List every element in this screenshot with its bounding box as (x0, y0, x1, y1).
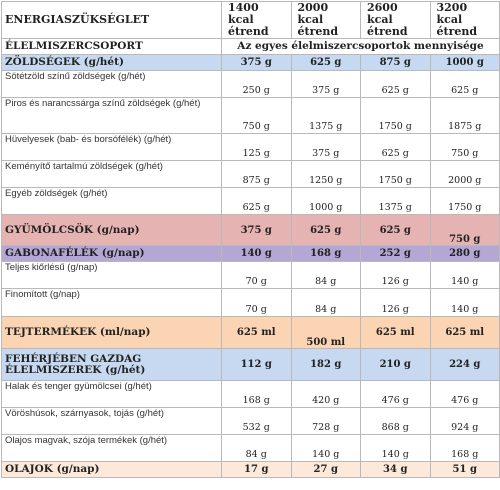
section-value: 625 ml (222, 317, 292, 349)
item-row (2, 408, 500, 435)
item-value: 625 g (430, 71, 500, 98)
section-value: 875 g (361, 55, 431, 71)
item-value: 2000 g (430, 161, 500, 188)
item-label: Teljes kiőrlésű (g/nap) (2, 262, 222, 289)
section-value: 34 g (361, 462, 431, 478)
section-value: 280 g (430, 246, 500, 262)
section-value: 182 g (291, 349, 361, 381)
section-row (2, 215, 500, 246)
section-value: 625 ml (361, 317, 431, 349)
item-value: 140 g (291, 435, 361, 462)
section-value: 1000 g (430, 55, 500, 71)
item-value: 70 g (222, 262, 292, 289)
item-value: 875 g (222, 161, 292, 188)
item-value: 1875 g (430, 98, 500, 134)
item-value: 375 g (291, 71, 361, 98)
item-value: 140 g (361, 435, 431, 462)
item-value: 625 g (361, 71, 431, 98)
section-value: 750 g (430, 215, 500, 246)
item-value: 84 g (291, 289, 361, 317)
item-value: 375 g (291, 134, 361, 161)
item-value: 70 g (222, 289, 292, 317)
section-row (2, 246, 500, 262)
item-value: 868 g (361, 408, 431, 435)
item-value: 625 g (361, 134, 431, 161)
section-value: 375 g (222, 55, 292, 71)
section-value: 625 g (291, 215, 361, 246)
section-value: 375 g (222, 215, 292, 246)
item-value: 140 g (430, 289, 500, 317)
item-value: 476 g (361, 381, 431, 408)
item-value: 1750 g (361, 161, 431, 188)
item-value: 924 g (430, 408, 500, 435)
item-label: Vöröshúsok, szárnyasok, tojás (g/hét) (2, 408, 222, 435)
item-value: 750 g (222, 98, 292, 134)
item-label: Finomított (g/nap) (2, 289, 222, 317)
food-group-table (1, 1, 500, 478)
item-row (2, 71, 500, 98)
item-value: 250 g (222, 71, 292, 98)
section-value: 252 g (361, 246, 431, 262)
item-value: 625 g (222, 188, 292, 215)
item-row (2, 134, 500, 161)
section-value: 625 ml (430, 317, 500, 349)
item-row (2, 188, 500, 215)
section-value: 625 g (361, 215, 431, 246)
header-row (2, 2, 500, 39)
section-label: TEJTERMÉKEK (ml/nap) (2, 317, 222, 349)
item-value: 476 g (430, 381, 500, 408)
item-label: Olajos magvak, szója termékek (g/hét) (2, 435, 222, 462)
item-row (2, 435, 500, 462)
item-value: 168 g (222, 381, 292, 408)
section-value: 168 g (291, 246, 361, 262)
item-value: 1000 g (291, 188, 361, 215)
section-value: 17 g (222, 462, 292, 478)
section-value: 625 g (291, 55, 361, 71)
item-label: Halak és tenger gyümölcsei (g/hét) (2, 381, 222, 408)
section-row (2, 55, 500, 71)
item-label: Egyéb zöldségek (g/hét) (2, 188, 222, 215)
item-value: 140 g (430, 262, 500, 289)
section-label: ZÖLDSÉGEK (g/hét) (2, 55, 222, 71)
item-value: 1250 g (291, 161, 361, 188)
header-col-3200: 3200 kcal étrend (430, 2, 500, 39)
header-col-1400: 1400 kcal étrend (222, 2, 292, 39)
item-label: Hüvelyesek (bab- és borsófélék) (g/hét) (2, 134, 222, 161)
item-value: 1375 g (291, 98, 361, 134)
item-value: 125 g (222, 134, 292, 161)
item-label: Sötétzöld színű zöldségek (g/hét) (2, 71, 222, 98)
header-title: ENERGIASZÜKSÉGLET (2, 2, 222, 39)
section-value: 112 g (222, 349, 292, 381)
section-row (2, 349, 500, 381)
item-row (2, 262, 500, 289)
section-value: 27 g (291, 462, 361, 478)
subheader-span: Az egyes élelmiszercsoportok mennyisége (222, 39, 500, 55)
item-value: 750 g (430, 134, 500, 161)
item-row (2, 98, 500, 134)
section-value: 210 g (361, 349, 431, 381)
section-value: 51 g (430, 462, 500, 478)
section-value: 140 g (222, 246, 292, 262)
item-value: 126 g (361, 289, 431, 317)
item-value: 126 g (361, 262, 431, 289)
section-label: FEHÉRJÉBEN GAZDAG ÉLELMISZEREK (g/hét) (2, 349, 222, 381)
item-row (2, 289, 500, 317)
section-label: GYÜMÖLCSÖK (g/nap) (2, 215, 222, 246)
item-row (2, 381, 500, 408)
section-row (2, 317, 500, 349)
section-label: OLAJOK (g/nap) (2, 462, 222, 478)
header-col-2000: 2000 kcal étrend (291, 2, 361, 39)
section-value: 500 ml (291, 317, 361, 349)
item-row (2, 161, 500, 188)
header-col-2600: 2600 kcal étrend (361, 2, 431, 39)
item-value: 420 g (291, 381, 361, 408)
item-value: 84 g (291, 262, 361, 289)
item-value: 1750 g (361, 98, 431, 134)
item-value: 168 g (430, 435, 500, 462)
item-value: 532 g (222, 408, 292, 435)
item-label: Piros és narancssárga színű zöldségek (g/hét) (2, 98, 222, 134)
section-value: 224 g (430, 349, 500, 381)
subheader-label: ÉLELMISZERCSOPORT (2, 39, 222, 55)
item-value: 728 g (291, 408, 361, 435)
item-value: 1375 g (361, 188, 431, 215)
item-value: 84 g (222, 435, 292, 462)
section-label: GABONAFÉLÉK (g/nap) (2, 246, 222, 262)
subheader-row (2, 39, 500, 55)
item-label: Keményítő tartalmú zöldségek (g/hét) (2, 161, 222, 188)
section-row (2, 462, 500, 478)
item-value: 1750 g (430, 188, 500, 215)
